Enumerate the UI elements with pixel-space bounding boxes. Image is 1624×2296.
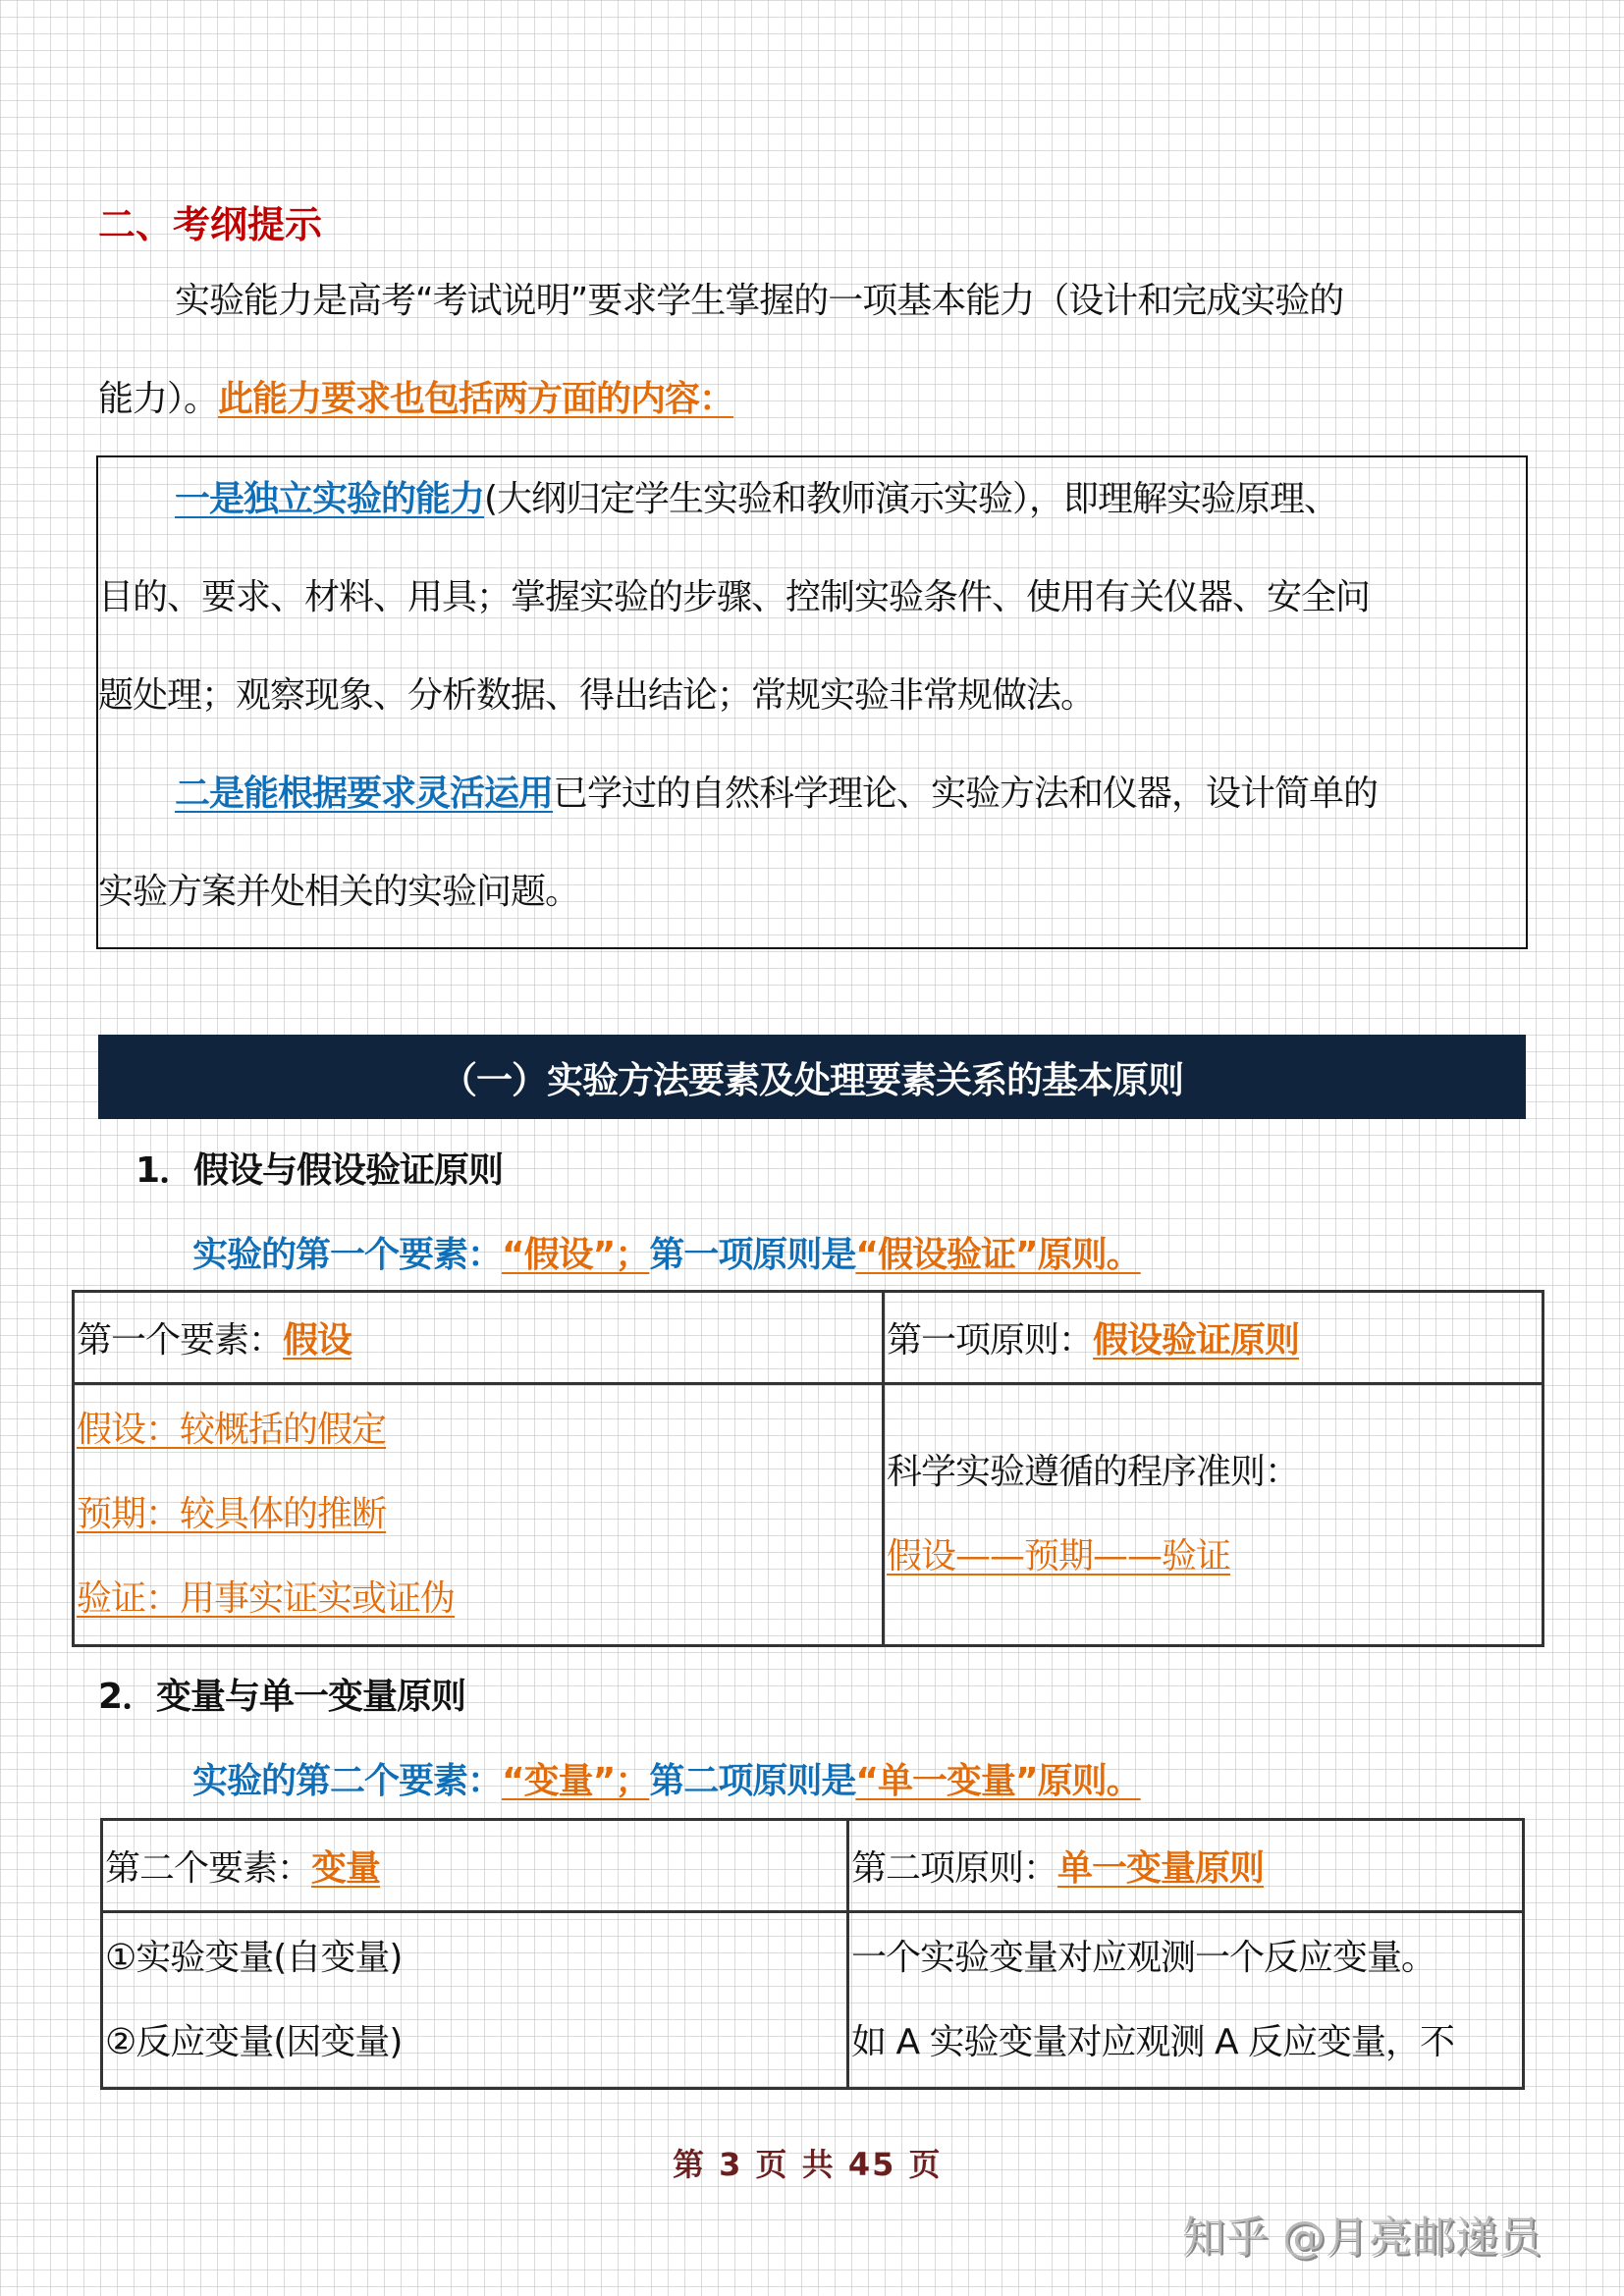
sub1-table (72, 1290, 1544, 1647)
intro-line-2-plain: 能力）。 (98, 379, 219, 419)
sub2-table-body-left (102, 1912, 848, 2089)
box-p2-line-1 (175, 766, 1378, 816)
section-title: 二、考纲提示 (98, 203, 323, 246)
sub1-h-left-label: 第一个要素： (77, 1320, 284, 1361)
sub2-summary-c: 第二项原则是 (649, 1761, 856, 1801)
box-p1-line-1 (175, 471, 1338, 521)
sub1-table-body-right (884, 1384, 1543, 1646)
sub1-left-line-3: 验证：用事实证实或证伪 (77, 1578, 456, 1619)
sub2-table (100, 1818, 1525, 2090)
sub1-summary-a: 实验的第一个要素： (192, 1235, 503, 1275)
sub1-left-line-1: 假设：较概括的假定 (77, 1410, 387, 1450)
box-p1-line-2: 目的、要求、材料、用具；掌握实验的步骤、控制实验条件、使用有关仪器、安全问 (98, 577, 1371, 617)
box-p1-line-3: 题处理；观察现象、分析数据、得出结论；常规实验非常规做法。 (98, 675, 1096, 716)
sub1-heading: 1．假设与假设验证原则 (135, 1150, 504, 1191)
sub2-h-left-value: 变量 (311, 1848, 381, 1889)
sub1-table-header-row (74, 1292, 1543, 1384)
sub1-table-header-left (74, 1292, 884, 1384)
sub2-summary-b: “变量”； (502, 1761, 650, 1801)
watermark: 知乎 @月亮邮递员 (1182, 2213, 1542, 2263)
box-p2-line-2: 实验方案并处相关的实验问题。 (98, 872, 580, 912)
box-p1-highlight: 一是独立实验的能力 (175, 479, 485, 519)
sub1-table-body-left (74, 1384, 884, 1646)
sub1-h-right-value: 假设验证原则 (1093, 1320, 1300, 1361)
sub2-table-body-row (102, 1912, 1524, 2089)
sub2-summary-d: “单一变量”原则。 (855, 1761, 1141, 1801)
sub2-h-right-value: 单一变量原则 (1057, 1848, 1265, 1889)
sub1-h-left-value: 假设 (283, 1320, 352, 1361)
sub2-table-header-right (848, 1820, 1524, 1912)
sub2-summary-a: 实验的第二个要素： (192, 1761, 503, 1801)
sub2-summary (192, 1753, 1141, 1803)
intro-highlight: 此能力要求也包括两方面的内容： (218, 379, 734, 419)
sub2-right-line-1: 一个实验变量对应观测一个反应变量。 (851, 1937, 1436, 1978)
sub1-right-line-1: 科学实验遵循的程序准则： (887, 1452, 1300, 1492)
sub1-summary (192, 1227, 1141, 1277)
sub2-h-left-label: 第二个要素： (105, 1848, 312, 1889)
sub2-table-header-left (102, 1820, 848, 1912)
sub2-heading: 2．变量与单一变量原则 (98, 1677, 466, 1717)
sub1-right-line-2: 假设——预期——验证 (887, 1536, 1231, 1576)
sub1-h-right-label: 第一项原则： (887, 1320, 1094, 1361)
sub1-summary-c: 第一项原则是 (649, 1235, 856, 1275)
intro-line-1: 实验能力是高考“考试说明”要求学生掌握的一项基本能力（设计和完成实验的 (175, 281, 1344, 321)
sub1-table-body-row (74, 1384, 1543, 1646)
box-p2-highlight: 二是能根据要求灵活运用 (175, 774, 554, 814)
sub2-table-header-row (102, 1820, 1524, 1912)
sub2-left-line-2: ②反应变量(因变量) (105, 2021, 403, 2062)
box-p2-rest: 已学过的自然科学理论、实验方法和仪器，设计简单的 (553, 774, 1379, 814)
sub2-left-line-1: ①实验变量(自变量) (105, 1937, 403, 1978)
sub1-table-header-right (884, 1292, 1543, 1384)
sub1-summary-b: “假设”； (502, 1235, 650, 1275)
sub2-table-body-right (848, 1912, 1524, 2089)
intro-line-2 (98, 371, 733, 421)
sub2-h-right-label: 第二项原则： (851, 1848, 1058, 1889)
box-p1-rest: (大纲归定学生实验和教师演示实验），即理解实验原理、 (484, 479, 1339, 519)
sub2-right-line-2: 如 A 实验变量对应观测 A 反应变量，不 (851, 2021, 1455, 2062)
sub1-summary-d: “假设验证”原则。 (855, 1235, 1141, 1275)
sub1-left-line-2: 预期：较具体的推断 (77, 1494, 387, 1534)
section-banner: （一）实验方法要素及处理要素关系的基本原则 (98, 1035, 1526, 1119)
page-number: 第 3 页 共 45 页 (673, 2146, 943, 2183)
